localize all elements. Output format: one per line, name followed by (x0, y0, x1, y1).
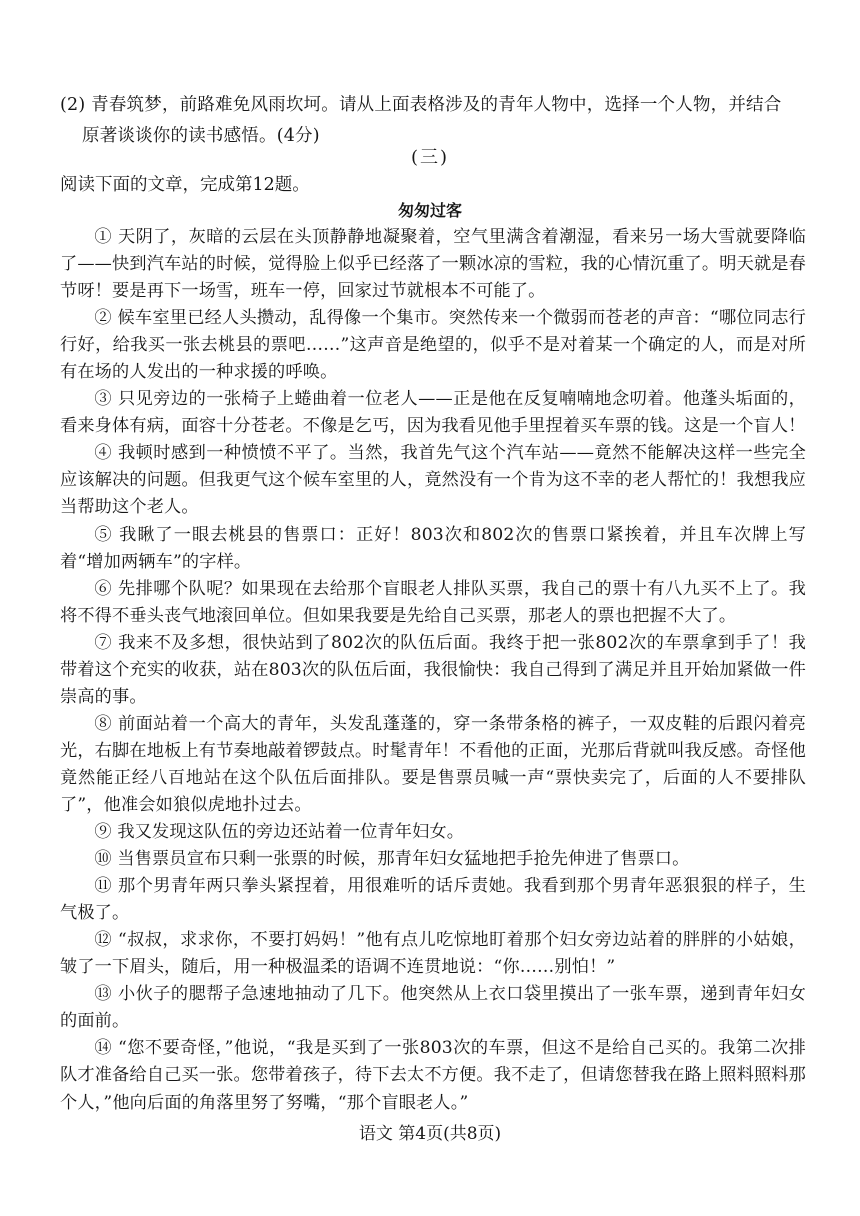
article-body (60, 224, 806, 1117)
question-line-1: (2) 青春筑梦，前路难免风雨坎坷。请从上面表格涉及的青年人物中，选择一个人物，并结合 (60, 95, 782, 115)
paragraph-4: ④ 我顿时感到一种愤愤不平了。当然，我首先气这个汽车站——竟然不能解决这样一些完全应该解决的问题。但我更气这个候车室里的人，竟然没有一个肯为这不幸的老人帮忙的！我想我应当帮助这个老人。 (60, 443, 806, 518)
paragraph-3: ③ 只见旁边的一张椅子上蜷曲着一位老人——正是他在反复喃喃地念叨着。他蓬头垢面的，看来身体有病，面容十分苍老。不像是乞丐，因为我看见他手里捏着买车票的钱。这是一个盲人！ (60, 389, 806, 437)
paragraph-13: ⑬ 小伙子的腮帮子急速地抽动了几下。他突然从上衣口袋里摸出了一张车票，递到青年妇女的面前。 (60, 984, 806, 1032)
paragraph-1: ① 天阴了，灰暗的云层在头顶静静地凝聚着，空气里满含着潮湿，看来另一场大雪就要降临了——快到汽车站的时候，觉得脸上似乎已经落了一颗冰凉的雪粒，我的心情沉重了。明天就是春节呀！要是再下一场雪，班车一停，回家过节就根本不可能了。 (60, 227, 806, 302)
paragraph-6: ⑥ 先排哪个队呢？如果现在去给那个盲眼老人排队买票，我自己的票十有八九买不上了。我将不得不垂头丧气地滚回单位。但如果我要是先给自己买票，那老人的票也把握不大了。 (60, 578, 806, 626)
paragraph-5: ⑤ 我瞅了一眼去桃县的售票口：正好！803次和802次的售票口紧挨着，并且车次牌上写着“增加两辆车”的字样。 (60, 524, 806, 572)
paragraph-8: ⑧ 前面站着一个高大的青年，头发乱蓬蓬的，穿一条带条格的裤子，一双皮鞋的后跟闪着亮光，右脚在地板上有节奏地敲着锣鼓点。时髦青年！不看他的正面，光那后背就叫我反感。奇怪他竟然能正经八百地站在这个队伍后面排队。要是售票员喊一声“票快卖完了，后面的人不要排队了”，他准会如狼似虎地扑过去。 (60, 713, 806, 815)
question-line-2: 原著谈谈你的读书感悟。(4分) (82, 126, 320, 146)
paragraph-11: ⑪ 那个男青年两只拳头紧捏着，用很难听的话斥责她。我看到那个男青年恶狠狠的样子，生气极了。 (60, 876, 806, 924)
reading-instruction: 阅读下面的文章，完成第12题。 (60, 175, 310, 195)
paragraph-7: ⑦ 我来不及多想，很快站到了802次的队伍后面。我终于把一张802次的车票拿到手了！我带着这个充实的收获，站在803次的队伍后面，我很愉快：我自己得到了满足并且开始加紧做一件崇高的事。 (60, 632, 806, 707)
page-footer: 语文 第4页(共8页) (358, 1124, 502, 1144)
paragraph-10: ⑩ 当售票员宣布只剩一张票的时候，那青年妇女猛地把手抢先伸进了售票口。 (94, 849, 690, 870)
article-title: 匆匆过客 (397, 201, 462, 220)
section-number: (三) (410, 147, 450, 168)
paragraph-9: ⑨ 我又发现这队伍的旁边还站着一位青年妇女。 (94, 822, 465, 843)
question-2-prompt (60, 90, 810, 152)
paragraph-2: ② 候车室里已经人头攒动，乱得像一个集市。突然传来一个微弱而苍老的声音：“哪位同志行行好，给我买一张去桃县的票吧……”这声音是绝望的，似乎不是对着某一个确定的人，而是对所有在场的人发出的一种求援的呼唤。 (60, 308, 806, 383)
paragraph-14: ⑭ “您不要奇怪，”他说，“我是买到了一张803次的车票，但这不是给自己买的。我第二次排队才准备给自己买一张。您带着孩子，待下去太不方便。我不走了，但请您替我在路上照料照料那个人，”他向后面的角落里努了努嘴，“那个盲眼老人。” (60, 1038, 806, 1113)
paragraph-12: ⑫ “叔叔，求求你，不要打妈妈！”他有点儿吃惊地盯着那个妇女旁边站着的胖胖的小姑娘，皱了一下眉头，随后，用一种极温柔的语调不连贯地说：“你……别怕！” (60, 930, 806, 978)
